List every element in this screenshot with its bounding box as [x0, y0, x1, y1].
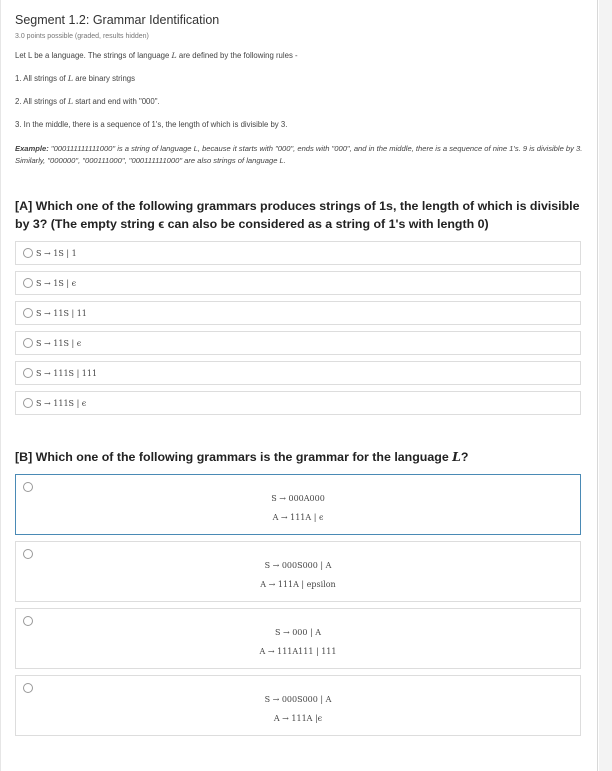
- question-b-options: [15, 474, 583, 736]
- question-a-options: [15, 241, 583, 415]
- radio-button[interactable]: [23, 278, 33, 288]
- rule-2: 2. All strings of L start and end with "000".: [15, 97, 160, 106]
- question-a-option[interactable]: S → 111S | ϵ: [15, 391, 581, 415]
- radio-button[interactable]: [23, 398, 33, 408]
- question-b-option[interactable]: [15, 474, 581, 535]
- radio-button[interactable]: [23, 308, 33, 318]
- question-b-heading: [B] Which one of the following grammars is the grammar for the language L?: [15, 449, 469, 464]
- radio-button[interactable]: [23, 248, 33, 258]
- rule-3: 3. In the middle, there is a sequence of 1's, the length of which is divisible by 3.: [15, 120, 288, 129]
- question-a-heading: [A] Which one of the following grammars produces strings of 1s, the length of which is divisible by 3? (The empty string ϵ can also be considered as a string of 1's with length 0): [15, 199, 580, 231]
- grammar-rules: [16, 623, 580, 661]
- grammar-rule: S → 000 | A: [274, 628, 322, 637]
- question-a-option[interactable]: S → 11S | 11: [15, 301, 581, 325]
- grammar-rule: A → 111A |ϵ: [273, 714, 323, 723]
- radio-button[interactable]: [23, 368, 33, 378]
- grammar-rules: [16, 556, 580, 594]
- radio-button[interactable]: [23, 338, 33, 348]
- grammar-rules: [16, 690, 580, 728]
- grammar-rule: A → 111A111 | 111: [259, 647, 337, 656]
- example-text: Example: "000111111111000" is a string of language L, because it starts with "000", ends with "000", and in the middle, there is a sequence of nine 1's. 9 is divisible by 3. Similarly, "000000", "000111000", "000111111000" are also strings of language L.: [15, 144, 583, 165]
- grammar-rule: S → 000S000 | A: [264, 561, 332, 570]
- question-a-option[interactable]: S → 1S | 1: [15, 241, 581, 265]
- grammar-rule: S → 000S000 | A: [264, 695, 332, 704]
- grammar-rule: A → 111A | epsilon: [260, 580, 336, 589]
- grammar-rules: [16, 489, 580, 527]
- grammar-rule: S → 000A000: [271, 494, 325, 503]
- points-info: 3.0 points possible (graded, results hidden): [15, 33, 149, 40]
- question-a-option[interactable]: S → 1S | ϵ: [15, 271, 581, 295]
- segment-title: Segment 1.2: Grammar Identification: [15, 13, 220, 27]
- question-a-option[interactable]: S → 11S | ϵ: [15, 331, 581, 355]
- question-b-option[interactable]: [15, 541, 581, 602]
- scrollbar[interactable]: [599, 0, 612, 771]
- rule-1: 1. All strings of L are binary strings: [15, 74, 136, 83]
- question-a-option[interactable]: S → 111S | 111: [15, 361, 581, 385]
- question-b-option[interactable]: [15, 675, 581, 736]
- intro-line: Let L be a language. The strings of language L are defined by the following rules -: [15, 51, 298, 60]
- grammar-rule: A → 111A | ϵ: [272, 513, 324, 522]
- question-b-option[interactable]: [15, 608, 581, 669]
